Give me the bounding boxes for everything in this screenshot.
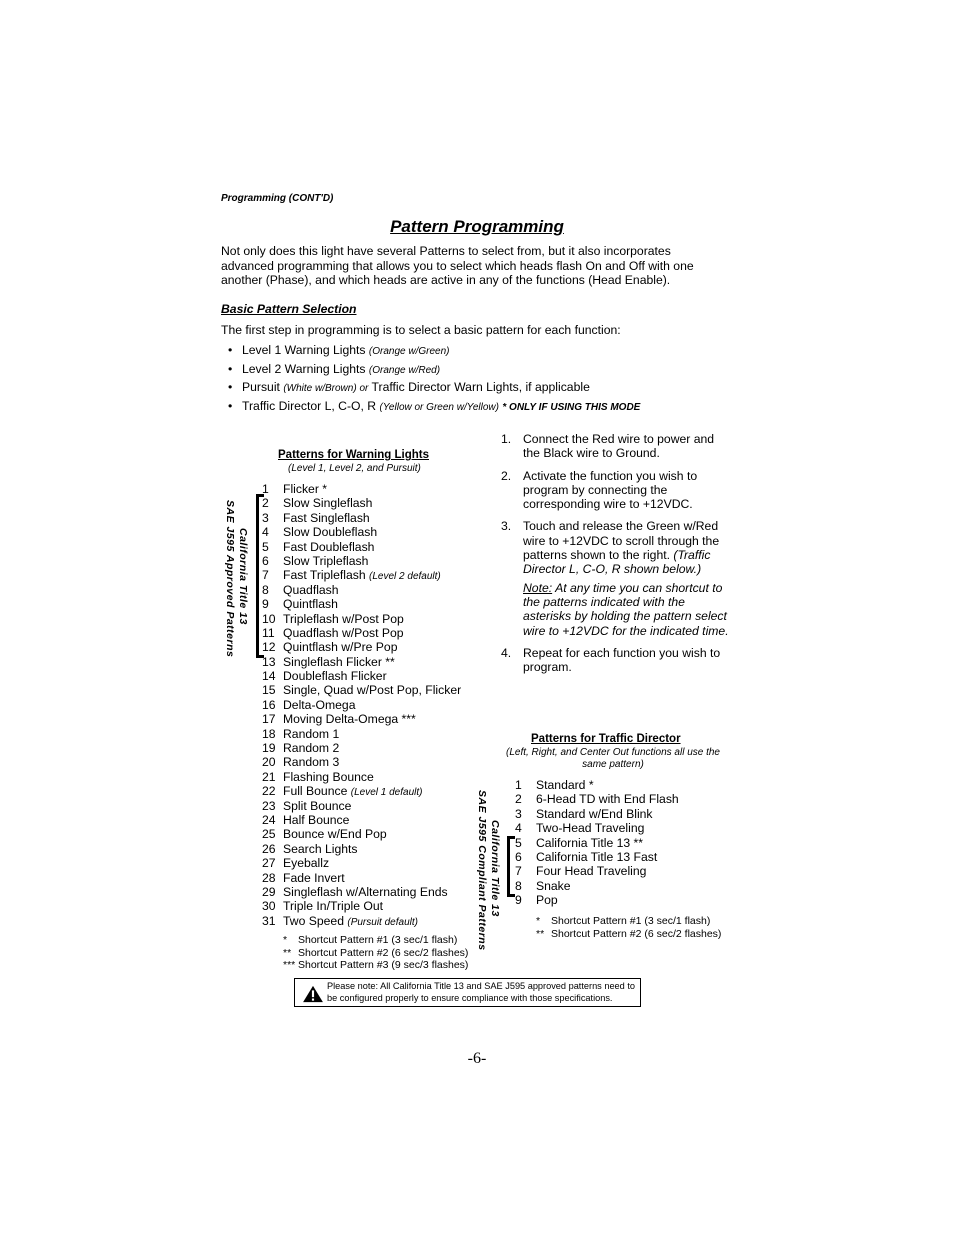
function-item: • Level 2 Warning Lights (Orange w/Red) [228,361,640,380]
pattern-number: 28 [262,870,276,885]
pattern-name: Fast Singleflash [283,510,370,525]
pattern-item [262,496,461,510]
pattern-item [515,893,679,907]
pattern-name: Standard * [536,778,594,792]
pattern-number: 7 [515,864,522,879]
pattern-item [262,727,461,741]
pattern-name: Random 2 [283,741,340,756]
pattern-name: Flashing Bounce [283,769,374,784]
pattern-name: Bounce w/End Pop [283,827,387,842]
pattern-name: Tripleflash w/Post Pop [283,611,404,626]
pattern-name: Fast Tripleflash [283,568,366,583]
pattern-name: Doubleflash Flicker [283,669,387,684]
compliance-notice [294,978,641,1007]
pattern-item [262,612,461,626]
pattern-name: Delta-Omega [283,697,356,712]
pattern-name: Standard w/End Blink [536,806,653,821]
pattern-item [262,885,461,899]
pattern-number: 2 [262,496,269,511]
pattern-name: Two-Head Traveling [536,821,645,836]
pattern-item [262,640,461,654]
traffic-footnotes [536,915,721,940]
pattern-name: Slow Tripleflash [283,553,369,568]
pattern-name: Singleflash w/Alternating Ends [283,884,448,899]
pattern-number: 3 [515,806,522,821]
footnote-text: Shortcut Pattern #1 (3 sec/1 flash) [551,915,711,927]
warning-footnotes [283,934,468,972]
pattern-item [262,799,461,813]
step-item: 1. Connect the Red wire to power and the Black wire to Ground. [501,432,715,461]
pattern-number: 19 [262,741,276,756]
page-title: Pattern Programming [390,217,564,236]
function-item: • Traffic Director L, C-O, R (Yellow or Green w/Yellow) * ONLY IF USING THIS MODE [228,398,640,417]
pattern-item [515,864,679,878]
pattern-number: 5 [515,835,522,850]
pattern-name: Random 3 [283,755,340,770]
pattern-item [262,856,461,870]
page-number: -6- [467,1050,487,1067]
sae-approved-label: SAE J595 Approved Patterns [224,500,236,658]
pattern-name: Quintflash [283,597,338,612]
pattern-number: 6 [515,849,522,864]
pattern-number: 23 [262,798,276,813]
pattern-item [515,850,679,864]
pattern-number: 9 [515,893,522,908]
warning-triangle-icon [301,985,325,1003]
footnote-mark: * [283,934,288,946]
pattern-item [515,807,679,821]
footnote [536,915,721,928]
pattern-number: 18 [262,726,276,741]
pattern-name: Slow Singleflash [283,496,373,511]
footnote-text: Shortcut Pattern #3 (9 sec/3 flashes) [298,959,469,971]
pattern-item [515,879,679,893]
pattern-number: 25 [262,827,276,842]
pattern-item [262,842,461,856]
footnote-mark: ** [283,946,292,959]
step-item: 2. Activate the function you wish to program by connecting the corresponding wire to +12VDC. [501,468,698,512]
function-list [228,342,640,416]
pattern-number: 21 [262,769,276,784]
pattern-name: Search Lights [283,841,358,856]
pattern-item [262,683,461,697]
pattern-name: Eyeballz [283,856,330,871]
pattern-number: 11 [262,625,275,640]
pattern-number: 20 [262,755,276,770]
pattern-name: California Title 13 Fast [536,849,658,864]
pattern-number: 30 [262,899,276,914]
pattern-name: Pop [536,893,558,908]
compliant-bracket [507,836,515,897]
california-title-label: California Title 13 [237,528,249,625]
pattern-number: 22 [262,784,276,799]
pattern-number: 3 [262,510,269,525]
shortcut-note: Note: At any time you can shortcut to the patterns indicated with the asterisks by holding the pattern select wire to +12VDC for the indicated time. [523,580,729,638]
pattern-number: 4 [515,821,522,836]
pattern-item [262,540,461,554]
step-item: 4. Repeat for each function you wish to program. [501,645,721,675]
pattern-name: Flicker * [283,482,328,496]
pattern-number: 2 [515,792,522,807]
pattern-name: Split Bounce [283,798,352,813]
footnote [536,928,721,941]
pattern-number: 26 [262,841,276,856]
pattern-item [262,655,461,669]
pattern-item [262,741,461,755]
pattern-item [262,482,461,496]
pattern-number: 31 [262,913,276,928]
pattern-name: Singleflash Flicker ** [283,654,395,669]
pattern-number: 16 [262,697,276,712]
pattern-item [262,755,461,769]
pattern-name: Quintflash w/Pre Pop [283,640,398,655]
pattern-item [262,583,461,597]
pattern-number: 13 [262,654,276,669]
footnote-mark: *** [283,959,296,971]
pattern-item [515,821,679,835]
pattern-item [262,871,461,885]
pattern-number: 12 [262,640,276,655]
footnote-mark: * [536,915,541,927]
programming-steps [501,432,731,682]
pattern-item [262,770,461,784]
pattern-name: Slow Doubleflash [283,525,378,540]
pattern-number: 5 [262,539,269,554]
pattern-number: 24 [262,812,276,827]
pattern-number: 8 [262,582,269,597]
footnote-text: Shortcut Pattern #2 (6 sec/2 flashes) [298,946,469,959]
pattern-name: Fade Invert [283,870,345,885]
pattern-number: 10 [262,611,276,626]
pattern-item [262,597,461,611]
function-item: • Level 1 Warning Lights (Orange w/Green) [228,342,640,361]
pattern-name: Fast Doubleflash [283,539,375,554]
pattern-name: Random 1 [283,726,340,741]
sae-compliant-label: SAE J595 Compliant Patterns [476,790,488,951]
pattern-name: 6-Head TD with End Flash [536,792,679,807]
california-title-label-td: California Title 13 [489,820,501,917]
traffic-patterns-subheading: (Left, Right, and Center Out functions all use the same pattern) [505,747,720,770]
pattern-number: 1 [515,778,522,792]
warning-patterns-subheading: (Level 1, Level 2, and Pursuit) [288,463,421,474]
pattern-default-note: (Level 2 default) [369,571,441,583]
step-item: 3. Touch and release the Green w/Red wire to +12VDC to scroll through the patterns shown to the right. (Traffic Director L, C-O, R shown below.) Note: At any time you can shortcut to the patterns indicated with the asterisks by holding the pattern select wire to +12VDC for the indicated time. [501,519,731,637]
pattern-name: Four Head Traveling [536,864,647,879]
warning-patterns-heading: Patterns for Warning Lights [278,449,429,461]
pattern-default-note: (Level 1 default) [350,787,423,799]
pattern-name: Quadflash [283,582,339,597]
pattern-number: 8 [515,878,522,893]
intro-paragraph: Not only does this light have several Patterns to select from, but it also incorporates advanced programming that allows you to select which heads flash On and Off with one another (Phase), and which heads are active in any of the functions (Head Enable). [221,244,694,287]
pattern-item [262,626,461,640]
pattern-item [262,914,461,928]
pattern-name: Full Bounce [283,784,348,799]
pattern-number: 7 [262,568,269,583]
traffic-patterns-heading: Patterns for Traffic Director [531,733,681,745]
pattern-item [515,792,679,806]
pattern-item [262,511,461,525]
pattern-name: Quadflash w/Post Pop [283,625,404,640]
pattern-item [262,554,461,568]
footnote-mark: ** [536,927,545,940]
pattern-name: Triple In/Triple Out [283,899,384,914]
pattern-number: 1 [262,482,269,496]
pattern-number: 27 [262,856,276,871]
pattern-number: 9 [262,597,269,612]
pattern-item [262,568,461,582]
section-label: Programming (CONT'D) [221,193,334,204]
pattern-number: 15 [262,683,276,698]
function-item: • Pursuit (White w/Brown) or Traffic Director Warn Lights, if applicable [228,379,640,398]
pattern-name: Single, Quad w/Post Pop, Flicker [283,683,462,698]
pattern-item [262,712,461,726]
pattern-item [262,784,461,798]
pattern-item [262,525,461,539]
pattern-item [262,827,461,841]
pattern-item [262,899,461,913]
pattern-item [262,813,461,827]
pattern-number: 17 [262,712,276,727]
pattern-number: 4 [262,525,269,540]
pattern-item [515,778,679,792]
notice-text: Please note: All California Title 13 and SAE J595 approved patterns need to be configured properly to ensure compliance with those specifications. [327,981,635,1003]
pattern-name: Two Speed [283,913,344,928]
basic-pattern-heading: Basic Pattern Selection [221,302,357,316]
footnote-text: Shortcut Pattern #1 (3 sec/1 flash) [298,934,458,946]
footnote [283,934,468,947]
pattern-name: Snake [536,878,571,893]
pattern-item [515,836,679,850]
pattern-number: 14 [262,669,276,684]
pattern-item [262,669,461,683]
traffic-pattern-list [515,778,679,908]
footnote-text: Shortcut Pattern #2 (6 sec/2 flashes) [551,927,722,940]
pattern-name: Moving Delta-Omega *** [283,712,416,727]
pattern-number: 6 [262,553,269,568]
pattern-name: California Title 13 ** [536,835,644,850]
footnote [283,947,468,960]
footnote [283,959,468,972]
pattern-number: 29 [262,884,276,899]
first-step-text: The first step in programming is to select a basic pattern for each function: [221,323,621,337]
pattern-default-note: (Pursuit default) [347,916,418,928]
pattern-name: Half Bounce [283,812,350,827]
warning-pattern-list [262,482,461,928]
pattern-item [262,698,461,712]
